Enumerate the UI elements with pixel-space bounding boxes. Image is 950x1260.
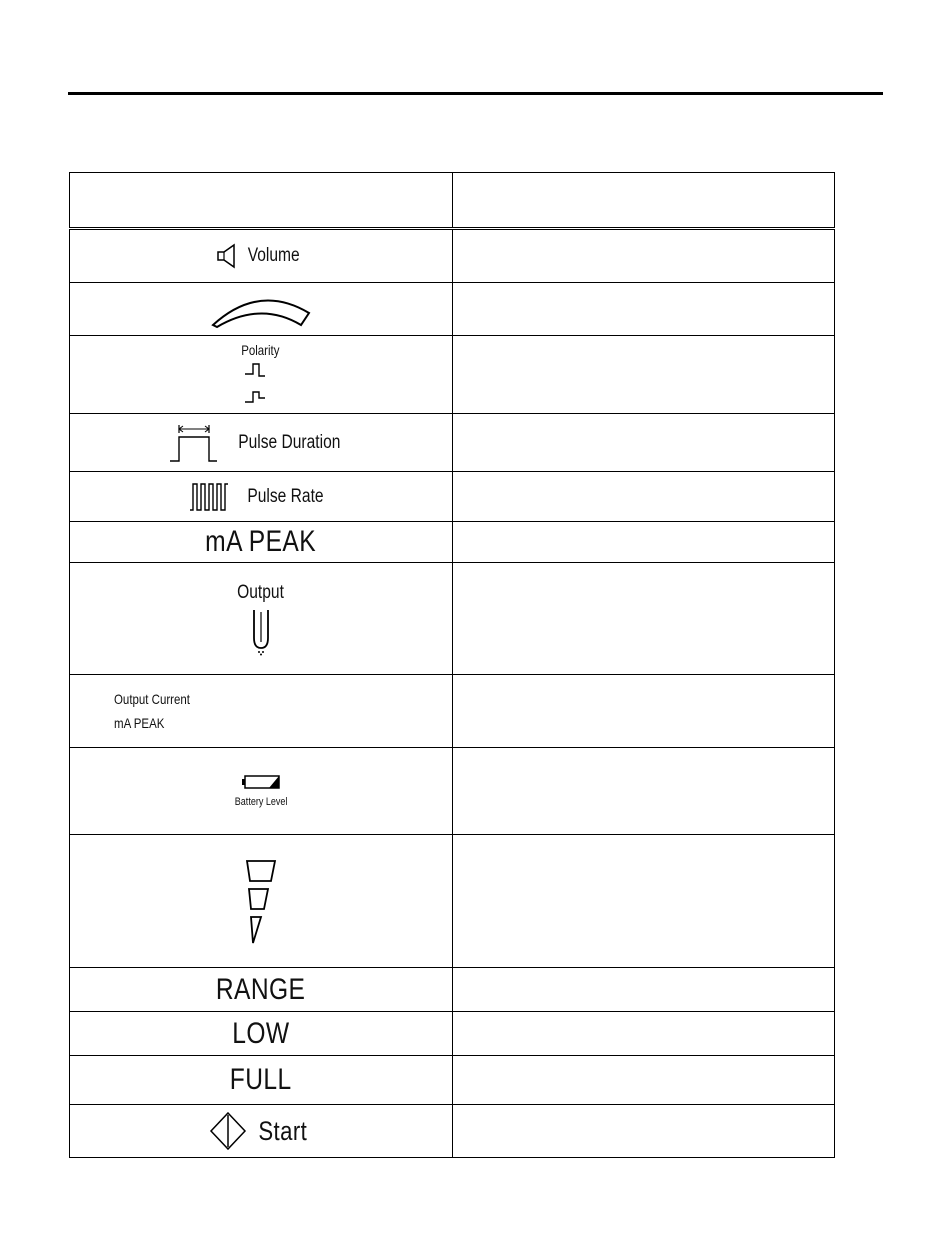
symbol-cell xyxy=(70,414,453,472)
symbol-cell xyxy=(70,835,453,968)
start-diamond-icon xyxy=(209,1111,247,1151)
battery-icon xyxy=(241,774,281,790)
symbol-cell xyxy=(70,1105,453,1158)
symbol-legend-table xyxy=(69,172,835,1158)
start-label: Start xyxy=(258,1115,308,1146)
output-label: Output xyxy=(237,581,285,603)
description-cell xyxy=(452,968,835,1012)
range-label: RANGE xyxy=(215,972,306,1006)
description-cell xyxy=(452,748,835,835)
volume-label: Volume xyxy=(247,245,300,266)
header-symbol-cell xyxy=(70,173,453,229)
table-row-start xyxy=(70,1105,835,1158)
full-label: FULL xyxy=(229,1063,292,1096)
description-cell xyxy=(452,336,835,414)
table-row-arc xyxy=(70,283,835,336)
symbol-cell xyxy=(70,748,453,835)
description-cell xyxy=(452,522,835,563)
description-cell xyxy=(452,414,835,472)
table-row-ma-peak xyxy=(70,522,835,563)
description-cell xyxy=(452,229,835,283)
symbol-cell xyxy=(70,472,453,522)
level-bars-icon xyxy=(244,855,278,947)
table-row-pulse-rate xyxy=(70,472,835,522)
table-row-low xyxy=(70,1012,835,1056)
description-cell xyxy=(452,1056,835,1105)
symbol-cell xyxy=(70,968,453,1012)
top-rule xyxy=(68,92,883,95)
arc-control-icon xyxy=(211,289,311,329)
pulse-train-icon xyxy=(189,482,229,512)
symbol-cell xyxy=(70,563,453,675)
symbol-cell xyxy=(70,1056,453,1105)
polarity-label: Polarity xyxy=(241,341,280,358)
symbol-cell xyxy=(70,522,453,563)
table-row-battery-level xyxy=(70,748,835,835)
table-row-output-current xyxy=(70,675,835,748)
pulse-rate-label: Pulse Rate xyxy=(247,485,324,507)
description-cell xyxy=(452,283,835,336)
description-cell xyxy=(452,675,835,748)
symbol-cell xyxy=(70,336,453,414)
symbol-cell xyxy=(70,283,453,336)
polarity-pulse-icon xyxy=(241,358,281,408)
symbol-cell xyxy=(70,1012,453,1056)
description-cell xyxy=(452,835,835,968)
ma-peak-label: mA PEAK xyxy=(205,525,317,558)
table-row-full xyxy=(70,1056,835,1105)
table-header-row xyxy=(70,173,835,229)
output-current-label: Output Current xyxy=(114,691,190,707)
description-cell xyxy=(452,563,835,675)
output-probe-icon xyxy=(246,608,276,656)
table-row-volume xyxy=(70,229,835,283)
table-row-output xyxy=(70,563,835,675)
header-description-cell xyxy=(452,173,835,229)
pulse-duration-label: Pulse Duration xyxy=(238,431,341,453)
description-cell xyxy=(452,1105,835,1158)
table-row-polarity xyxy=(70,336,835,414)
output-current-unit: mA PEAK xyxy=(114,715,165,731)
table-row-pulse-duration xyxy=(70,414,835,472)
low-label: LOW xyxy=(232,1016,290,1050)
table-row-level-bars xyxy=(70,835,835,968)
symbol-cell xyxy=(70,675,453,748)
pulse-duration-icon xyxy=(169,421,219,465)
speaker-icon xyxy=(216,243,238,269)
description-cell xyxy=(452,1012,835,1056)
battery-level-label: Battery Level xyxy=(234,796,288,808)
symbol-cell xyxy=(70,229,453,283)
table-row-range xyxy=(70,968,835,1012)
description-cell xyxy=(452,472,835,522)
